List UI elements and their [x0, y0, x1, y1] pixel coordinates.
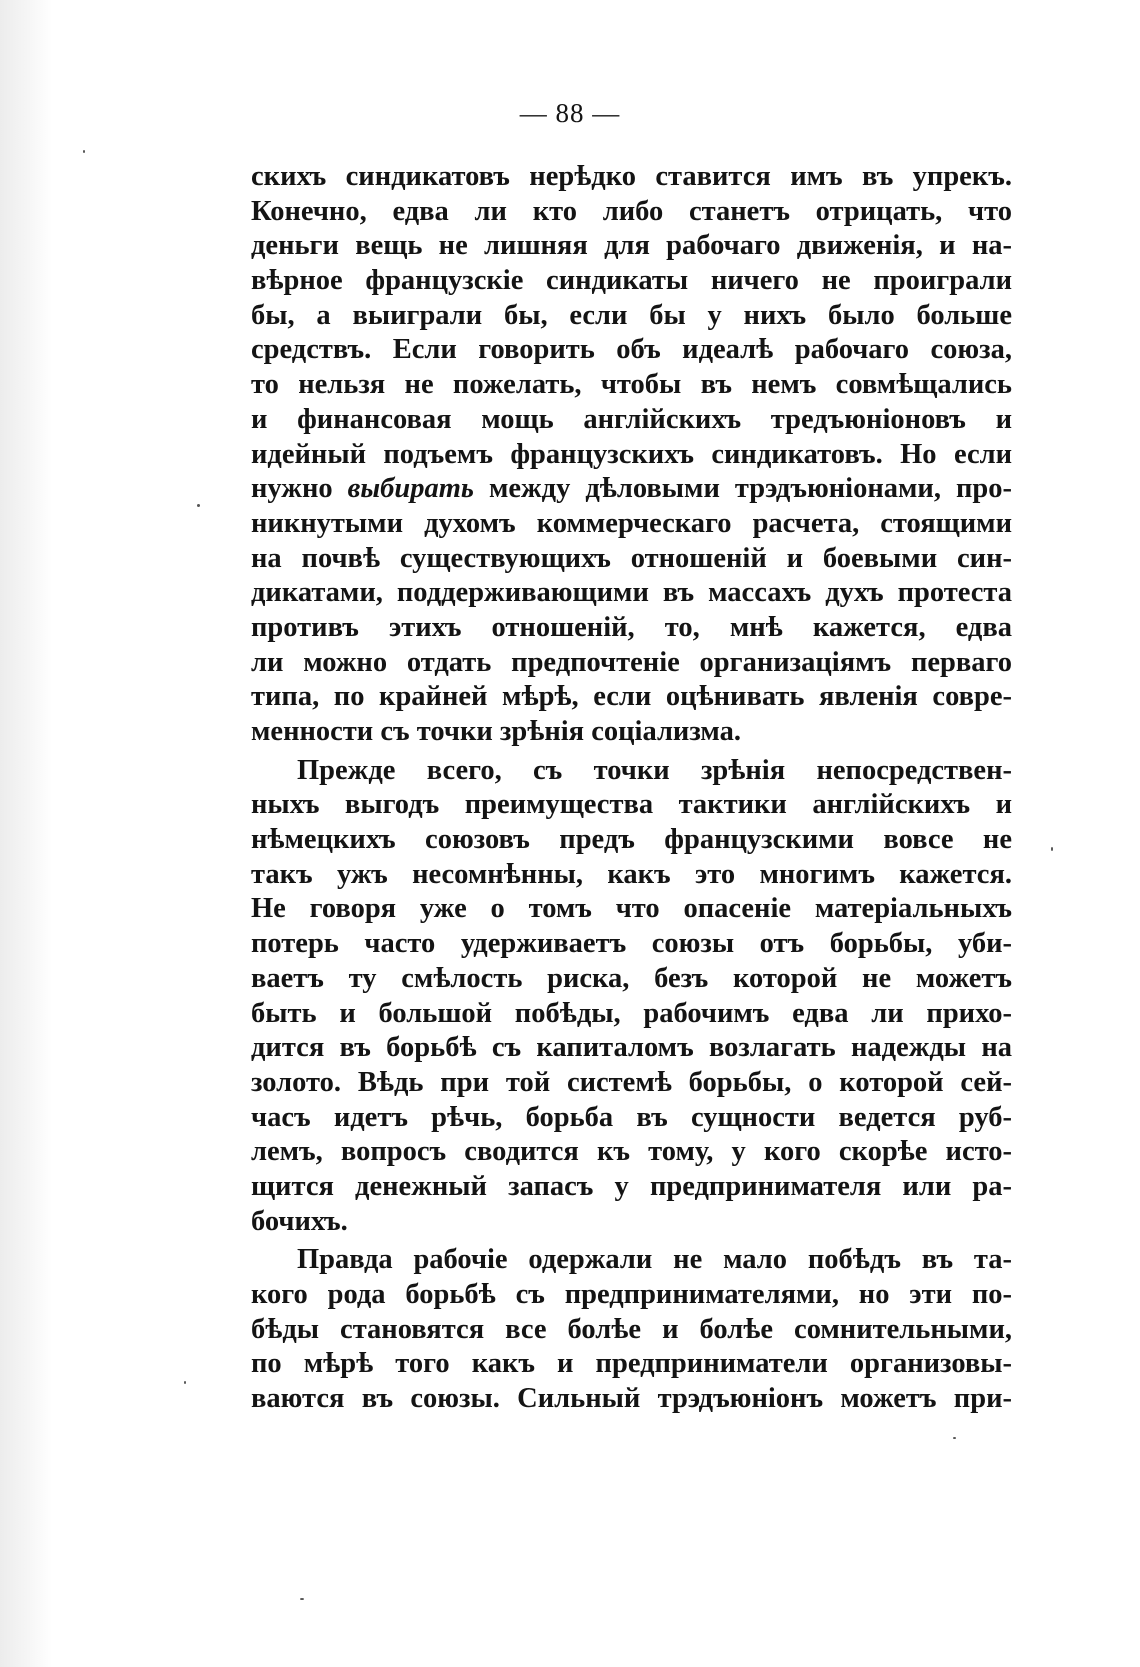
text-line: и финансовая мощь англійскихъ тредъюніоновъ и [251, 403, 1012, 435]
text-line: кого рода борьбѣ съ предпринимателями, но эти по- [251, 1279, 1012, 1310]
text-segment: между дѣловыми трэдъюніонами, про- [473, 473, 1012, 505]
text-line: часъ идетъ рѣчь, борьба въ сущности ведется руб- [251, 1101, 1012, 1133]
paragraph-2 [251, 754, 1012, 1240]
text-line: быть и большой побѣды, рабочимъ едва ли прихо- [251, 997, 1012, 1029]
text-line: по мѣрѣ того какъ и предприниматели организовы- [251, 1348, 1012, 1380]
text-line: лемъ, вопросъ сводится къ тому, у кого скорѣе исто- [251, 1136, 1012, 1168]
text-line: Прежде всего, съ точки зрѣнія непосредствен- [297, 754, 1012, 786]
text-line: на почвѣ существующихъ отношеній и боевыми син- [251, 542, 1012, 574]
text-line: никнутыми духомъ коммерческаго расчета, стоящими [251, 507, 1012, 539]
text-line: противъ этихъ отношеній, то, мнѣ кажется, едва [251, 611, 1012, 643]
body-text [251, 160, 1012, 1417]
text-line: щится денежный запасъ у предпринимателя или ра- [251, 1170, 1012, 1202]
text-line: бѣды становятся все болѣе и болѣе сомнительными, [251, 1313, 1012, 1345]
text-line: менности съ точки зрѣнія соціализма. [251, 716, 741, 747]
text-line: дится въ борьбѣ съ капиталомъ возлагать надежды на [251, 1032, 1012, 1064]
scan-speck [83, 150, 85, 153]
text-line: средствъ. Если говорить объ идеалѣ рабочаго союза, [251, 334, 1012, 366]
text-line: ли можно отдать предпочтеніе организаціямъ перваго [251, 646, 1012, 678]
paragraph-3 [251, 1243, 1012, 1416]
text-line: бы, а выиграли бы, если бы у нихъ было больше [251, 299, 1012, 331]
text-line: золото. Вѣдь при той системѣ борьбы, о которой сей- [251, 1066, 1012, 1098]
text-line: ныхъ выгодъ преимущества тактики англійскихъ и [251, 789, 1012, 821]
text-line: бочихъ. [251, 1205, 348, 1237]
text-line: то нельзя не пожелать, чтобы въ немъ совмѣщались [251, 369, 1012, 401]
scan-speck [300, 1598, 304, 1600]
paragraph-1 [251, 160, 1012, 750]
scan-speck [953, 1437, 956, 1439]
text-line-with-emphasis [251, 472, 1012, 507]
text-line: Не говоря уже о томъ что опасеніе матеріальныхъ [251, 893, 1012, 925]
text-line: типа, по крайней мѣрѣ, если оцѣнивать явленія совре- [251, 681, 1012, 713]
scan-speck [1051, 847, 1053, 851]
scan-speck [184, 1381, 186, 1384]
text-line: Конечно, едва ли кто либо станетъ отрицать, что [251, 195, 1012, 227]
text-line: деньги вещь не лишняя для рабочаго движенія, и на- [251, 230, 1012, 262]
scan-speck [197, 504, 200, 507]
text-line: идейный подъемъ французскихъ синдикатовъ. Но если [251, 438, 1012, 470]
text-line: Правда рабочіе одержали не мало побѣдъ въ та- [297, 1244, 1012, 1276]
text-line: ваетъ ту смѣлость риска, безъ которой не можетъ [251, 962, 1012, 994]
text-line: вѣрное французскіе синдикаты ничего не проиграли [251, 265, 1012, 297]
scan-page-edge [0, 0, 52, 1667]
page-number: — 88 — [519, 98, 621, 128]
text-line: ваются въ союзы. Сильный трэдъюніонъ можетъ при- [251, 1383, 1012, 1415]
text-segment: нужно [251, 473, 348, 505]
emphasized-word: выбирать [347, 473, 474, 505]
text-line: дикатами, поддерживающими въ массахъ духъ протеста [251, 577, 1012, 609]
text-line: потерь часто удерживаетъ союзы отъ борьбы, уби- [251, 928, 1012, 960]
text-line: такъ ужъ несомнѣнны, какъ это многимъ кажется. [251, 858, 1012, 890]
text-line: скихъ синдикатовъ нерѣдко ставится имъ въ упрекъ. [251, 161, 1012, 192]
text-line: нѣмецкихъ союзовъ предъ французскими вовсе не [251, 824, 1012, 856]
